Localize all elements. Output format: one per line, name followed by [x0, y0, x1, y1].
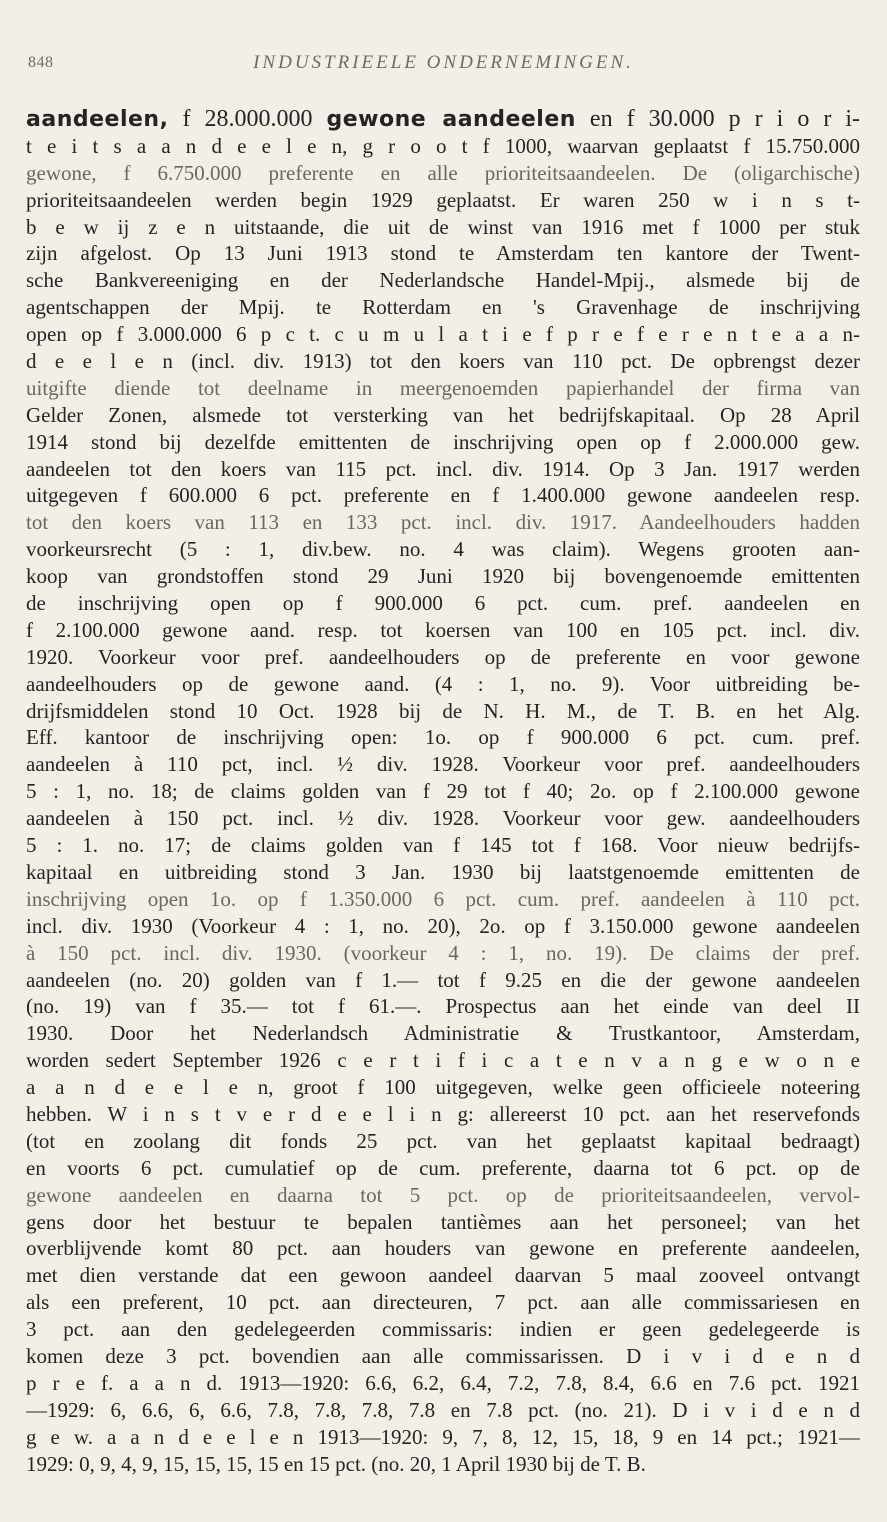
text-line: uitgifte diende tot deelname in meergenoemden papierhandel der firma van	[26, 375, 860, 400]
text-line: g e w. a a n d e e l e n 1913—1920: 9, 7, 8, 12, 15, 18, 9 en 14 pct.; 1921—	[26, 1424, 860, 1449]
text-line: 1920. Voorkeur voor pref. aandeelhouders op de preferente en voor gewone	[26, 644, 860, 669]
text-line: 5 : 1, no. 18; de claims golden van f 29 tot f 40; 2o. op f 2.100.000 gewone	[26, 779, 860, 804]
text-line: aandeelen à 110 pct, incl. ½ div. 1928. Voorkeur voor pref. aandeelhouders	[26, 752, 860, 777]
text-line: aandeelen tot den koers van 115 pct. incl. div. 1914. Op 3 Jan. 1917 werden	[26, 456, 860, 481]
text-line: incl. div. 1930 (Voorkeur 4 : 1, no. 20), 2o. op f 3.150.000 gewone aandeelen	[26, 913, 860, 938]
text-line: gens door het bestuur te bepalen tantièmes aan het personeel; van het	[26, 1209, 860, 1234]
text-line: gewone, f 6.750.000 preferente en alle prioriteitsaandeelen. De (oligarchische)	[26, 160, 860, 185]
text-line: met dien verstande dat een gewoon aandeel daarvan 5 maal zooveel ontvangt	[26, 1263, 860, 1288]
text-line: zijn afgelost. Op 13 Juni 1913 stond te Amsterdam ten kantore der Twent-	[26, 241, 860, 266]
text-line: aandeelen à 150 pct. incl. ½ div. 1928. Voorkeur voor gew. aandeelhouders	[26, 806, 860, 831]
text-line: overblijvende komt 80 pct. aan houders van gewone en preferente aandeelen,	[26, 1236, 860, 1261]
text-line: worden sedert September 1926 c e r t i f i c a t e n v a n g e w o n e	[26, 1048, 860, 1073]
text-line: 3 pct. aan den gedelegeerden commissaris: indien er geen gedelegeerde is	[26, 1317, 860, 1342]
text-line: a a n d e e l e n, groot f 100 uitgegeven, welke geen officieele noteering	[26, 1075, 860, 1100]
text-line: en voorts 6 pct. cumulatief op de cum. preferente, daarna tot 6 pct. op de	[26, 1155, 860, 1180]
text-line: inschrijving open 1o. op f 1.350.000 6 pct. cum. pref. aandeelen à 110 pct.	[26, 886, 860, 911]
text-line: 1914 stond bij dezelfde emittenten de inschrijving open op f 2.000.000 gew.	[26, 429, 860, 454]
text-line: 5 : 1. no. 17; de claims golden van f 145 tot f 168. Voor nieuw bedrijfs-	[26, 833, 860, 858]
page-number: 848	[28, 54, 54, 71]
lead-amount: f 28.000.000	[168, 106, 327, 132]
lead-term-aandeelen: aandeelen,	[26, 107, 169, 132]
text-lines	[26, 133, 860, 1478]
text-line: (tot en zoolang dit fonds 25 pct. van het geplaatst kapitaal bedraagt)	[26, 1128, 860, 1153]
page-header	[26, 52, 861, 82]
lead-line	[26, 106, 860, 133]
text-line: aandeelen (no. 20) golden van f 1.— tot f 9.25 en die der gewone aandeelen	[26, 967, 860, 992]
text-line: uitgegeven f 600.000 6 pct. preferente en f 1.400.000 gewone aandeelen resp.	[26, 483, 860, 508]
text-line: komen deze 3 pct. bovendien aan alle commissarissen. D i v i d e n d	[26, 1343, 860, 1368]
text-line: —1929: 6, 6.6, 6, 6.6, 7.8, 7.8, 7.8, 7.8 en 7.8 pct. (no. 21). D i v i d e n d	[26, 1397, 860, 1422]
text-line: gewone aandeelen en daarna tot 5 pct. op de prioriteitsaandeelen, vervol-	[26, 1182, 860, 1207]
text-line: de inschrijving open op f 900.000 6 pct. cum. pref. aandeelen en	[26, 591, 860, 616]
text-line: 1930. Door het Nederlandsch Administratie & Trustkantoor, Amsterdam,	[26, 1021, 860, 1046]
text-line: drijfsmiddelen stond 10 Oct. 1928 bij de N. H. M., de T. B. en het Alg.	[26, 698, 860, 723]
text-line: aandeelhouders op de gewone aand. (4 : 1, no. 9). Voor uitbreiding be-	[26, 671, 860, 696]
body-text	[26, 106, 860, 1477]
text-line: voorkeursrecht (5 : 1, div.bew. no. 4 was claim). Wegens grooten aan-	[26, 537, 860, 562]
text-line: prioriteitsaandeelen werden begin 1929 geplaatst. Er waren 250 w i n s t-	[26, 187, 860, 212]
text-line: b e w ij z e n uitstaande, die uit de winst van 1916 met f 1000 per stuk	[26, 214, 860, 239]
text-line: p r e f. a a n d. 1913—1920: 6.6, 6.2, 6.4, 7.2, 7.8, 8.4, 6.6 en 7.6 pct. 1921	[26, 1370, 860, 1395]
text-line: open op f 3.000.000 6 p c t. c u m u l a t i e f p r e f e r e n t e a a n-	[26, 322, 860, 347]
text-line: à 150 pct. incl. div. 1930. (voorkeur 4 : 1, no. 19). De claims der pref.	[26, 940, 860, 965]
text-line: tot den koers van 113 en 133 pct. incl. div. 1917. Aandeelhouders hadden	[26, 510, 860, 535]
text-line: sche Bankvereeniging en der Nederlandsche Handel-Mpij., alsmede bij de	[26, 268, 860, 293]
text-line: als een preferent, 10 pct. aan directeuren, 7 pct. aan alle commissariesen en	[26, 1290, 860, 1315]
text-line: 1929: 0, 9, 4, 9, 15, 15, 15, 15 en 15 pct. (no. 20, 1 April 1930 bij de T. B.	[26, 1451, 646, 1476]
text-line: hebben. W i n s t v e r d e e l i n g: allereerst 10 pct. aan het reservefonds	[26, 1101, 860, 1126]
lead-term-gewone-aandeelen: gewone aandeelen	[326, 107, 576, 132]
text-line: d e e l e n (incl. div. 1913) tot den koers van 110 pct. De opbrengst dezer	[26, 349, 860, 374]
text-line: (no. 19) van f 35.— tot f 61.—. Prospectus aan het einde van deel II	[26, 994, 860, 1019]
running-title: INDUSTRIEELE ONDERNEMINGEN.	[253, 52, 634, 73]
text-line: koop van grondstoffen stond 29 Juni 1920 bij bovengenoemde emittenten	[26, 564, 860, 589]
text-line: agentschappen der Mpij. te Rotterdam en 's Gravenhage de inschrijving	[26, 295, 860, 320]
text-line: Eff. kantoor de inschrijving open: 1o. op f 900.000 6 pct. cum. pref.	[26, 725, 860, 750]
text-line: t e i t s a a n d e e l e n, g r o o t f 1000, waarvan geplaatst f 15.750.000	[26, 133, 860, 158]
text-line: kapitaal en uitbreiding stond 3 Jan. 1930 bij laatstgenoemde emittenten de	[26, 859, 860, 884]
lead-rest: en f 30.000 p r i o r i-	[575, 106, 860, 132]
text-line: Gelder Zonen, alsmede tot versterking van het bedrijfskapitaal. Op 28 April	[26, 402, 860, 427]
text-line: f 2.100.000 gewone aand. resp. tot koersen van 100 en 105 pct. incl. div.	[26, 617, 860, 642]
